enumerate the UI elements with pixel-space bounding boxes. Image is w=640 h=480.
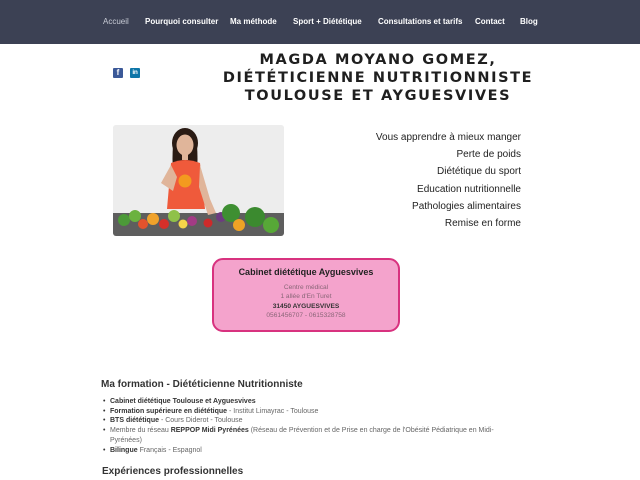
service-item: Education nutritionnelle (417, 183, 521, 195)
hero-photo (113, 125, 284, 236)
formation-item-strong: Formation supérieure en diététique (110, 407, 228, 415)
linkedin-glyph: in (132, 69, 138, 76)
formation-item-strong: Bilingue (110, 446, 138, 454)
cabinet-info-box (212, 258, 400, 332)
page-title (208, 51, 548, 105)
facebook-icon[interactable] (113, 68, 123, 78)
nav-link-sport-dietetique[interactable]: Sport + Diététique (293, 17, 362, 26)
services-list (376, 129, 521, 232)
page-title-line-1: MAGDA MOYANO GOMEZ, (259, 52, 497, 68)
formation-item-detail: - Institut Limayrac - Toulouse (227, 407, 319, 415)
list-item (103, 397, 523, 407)
nav-link-blog[interactable]: Blog (520, 17, 538, 26)
nav-link-consultations-tarifs[interactable]: Consultations et tarifs (378, 17, 463, 26)
dietitian-with-vegetables-illustration (113, 125, 284, 236)
nav-link-accueil[interactable]: Accueil (103, 17, 129, 26)
formation-list (103, 397, 523, 455)
list-item (103, 416, 523, 426)
list-item (103, 446, 523, 456)
cabinet-title: Cabinet diététique Ayguesvives (238, 267, 374, 277)
experiences-heading: Expériences professionnelles (102, 466, 244, 477)
cabinet-city: 31450 AYGUESVIVES (272, 302, 340, 310)
service-item: Remise en forme (444, 218, 521, 230)
page-title-line-3: TOULOUSE ET AYGUESVIVES (244, 88, 512, 104)
list-item (103, 426, 523, 445)
formation-item-detail: - Cours Diderot - Toulouse (159, 417, 243, 425)
service-item: Diététique du sport (437, 166, 521, 178)
list-item (103, 407, 523, 417)
facebook-glyph: f (116, 68, 120, 77)
formation-item-detail: Membre du réseau (110, 427, 171, 435)
page-title-line-2: DIÉTÉTICIENNE NUTRITIONNISTE (222, 70, 534, 86)
linkedin-icon[interactable] (130, 68, 140, 78)
cabinet-address-line-1: Centre médical (283, 284, 329, 291)
formation-item-strong: BTS diététique (110, 417, 160, 425)
nav-link-pourquoi-consulter[interactable]: Pourquoi consulter (145, 17, 219, 26)
nav-link-contact[interactable]: Contact (475, 17, 505, 26)
cabinet-phone-numbers[interactable]: 0561456707 - 0615328758 (266, 311, 346, 319)
formation-item-strong: Cabinet diététique Toulouse et Ayguesvives (110, 398, 256, 405)
nav-link-ma-methode[interactable]: Ma méthode (230, 17, 277, 26)
formation-item-detail: (Réseau de Prévention et de Prise en charge de l'Obésité Pédiatrique en Midi-Pyrénées) (110, 427, 494, 444)
top-navigation-bar (0, 0, 640, 44)
cabinet-address-line-2: 1 allée d'En Turet (280, 293, 332, 301)
formation-item-detail: Français - Espagnol (137, 446, 202, 454)
service-item: Vous apprendre à mieux manger (375, 132, 521, 143)
service-item: Pathologies alimentaires (412, 200, 521, 212)
service-item: Perte de poids (456, 149, 521, 161)
formation-heading: Ma formation - Diététicienne Nutritionniste (101, 379, 303, 390)
formation-item-strong: REPPOP Midi Pyrénées (170, 427, 249, 435)
